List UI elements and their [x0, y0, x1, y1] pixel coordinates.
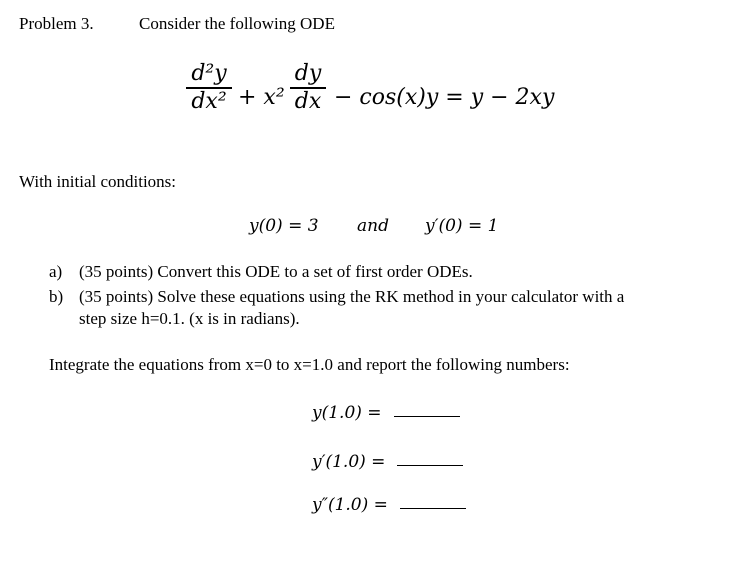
fraction-denominator: dx²	[191, 88, 227, 114]
initial-condition-yprime: y′(0) = 1	[425, 216, 499, 236]
first-derivative-fraction	[290, 62, 326, 114]
answer-row-yprime	[312, 452, 463, 472]
answer-row-y	[312, 403, 460, 423]
answer-label: y′(1.0) =	[312, 452, 386, 472]
answer-label: y(1.0) =	[312, 403, 382, 423]
problem-intro: Consider the following ODE	[139, 14, 335, 33]
integrate-instruction: Integrate the equations from x=0 to x=1.0 and report the following numbers:	[49, 355, 570, 374]
part-a-marker: a)	[49, 262, 63, 281]
fraction-denominator: dx	[294, 88, 322, 114]
answer-blank[interactable]	[400, 508, 466, 509]
fraction-numerator: dy	[294, 61, 322, 86]
fraction-numerator: d²y	[191, 61, 227, 86]
answer-blank[interactable]	[394, 416, 460, 417]
answer-blank[interactable]	[397, 465, 463, 466]
part-b-text-continued: step size h=0.1. (x is in radians).	[79, 309, 300, 328]
answer-row-ydoubleprime	[312, 495, 466, 515]
plus-x-squared-term: + x²	[238, 85, 285, 110]
answer-label: y″(1.0) =	[312, 495, 388, 515]
ode-rest-term: − cos(x)y = y − 2xy	[334, 85, 555, 110]
part-a-text: (35 points) Convert this ODE to a set of first order ODEs.	[79, 262, 473, 281]
problem-label: Problem 3.	[19, 14, 94, 33]
initial-condition-y: y(0) = 3	[249, 216, 319, 236]
part-b-text: (35 points) Solve these equations using the RK method in your calculator with a	[79, 287, 625, 306]
and-word: and	[357, 216, 389, 236]
initial-conditions-label: With initial conditions:	[19, 172, 177, 191]
second-derivative-fraction	[186, 62, 232, 114]
part-b-marker: b)	[49, 287, 64, 306]
